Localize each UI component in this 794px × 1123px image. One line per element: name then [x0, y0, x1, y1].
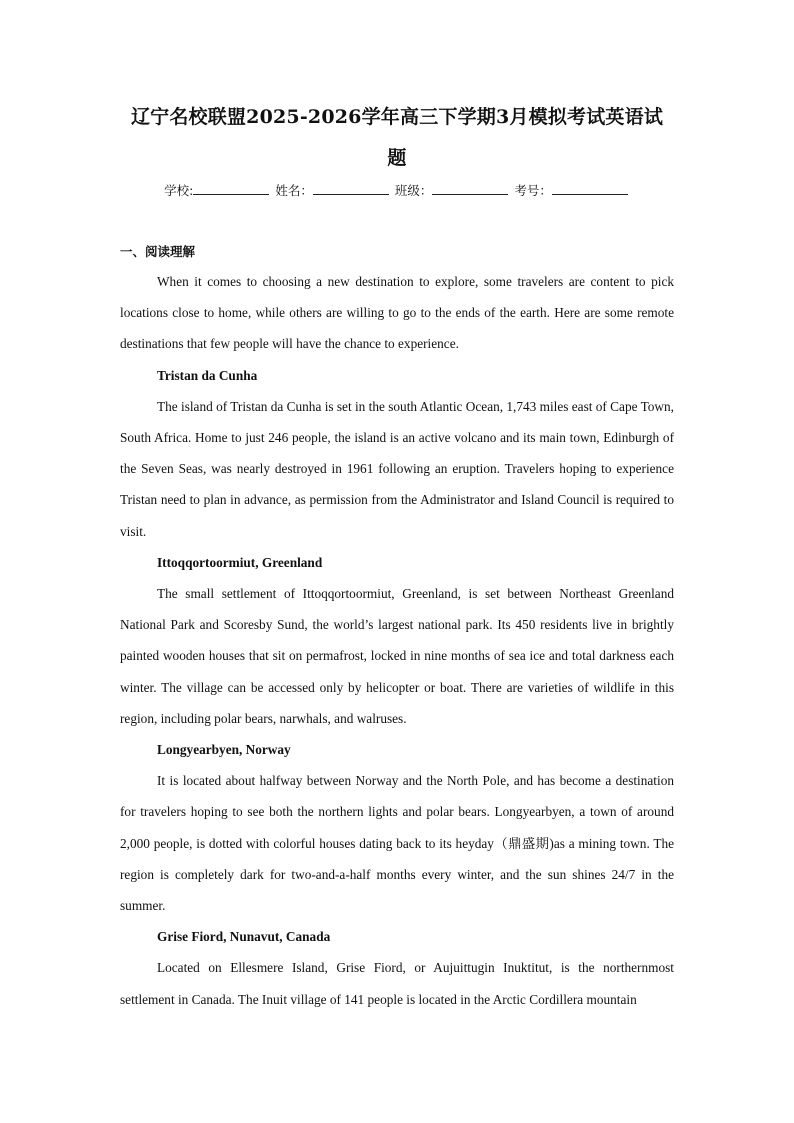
passage-paragraph: The small settlement of Ittoqqortoormiut, Greenland, is set between Northeast Greenland National Park and Scoresby Sund, the world’s largest national park. Its 450 residents live in brightly painted wooden houses that sit on permafrost, locked in nine months of sea ice and total darkness each winter. The village can be accessed only by helicopter or boat. There are varieties of wildlife in this region, including polar bears, narwhals, and walruses.: [120, 586, 674, 726]
class-label: 班级：: [394, 183, 433, 198]
passage-subheading: Longyearbyen, Norway: [157, 742, 291, 758]
id-field: [514, 181, 630, 200]
passage-subheading: Tristan da Cunha: [157, 367, 258, 383]
name-field: [275, 181, 391, 200]
school-blank: [193, 181, 269, 195]
class-blank: [432, 181, 508, 195]
reading-passage: [120, 266, 674, 1015]
school-label: 学校:: [164, 183, 194, 198]
name-blank: [313, 181, 389, 195]
passage-subheading: Grise Fiord, Nunavut, Canada: [157, 929, 331, 945]
passage-paragraph: It is located about halfway between Norway and the North Pole, and has become a destination for travelers hoping to see both the northern lights and polar bears. Longyearbyen, a town of around 2,000 people, is dotted with colorful houses dating back to its heyday（鼎盛期)as a mining town. The region is completely dark for two-and-a-half months every winter, and the sun shines 24/7 in the summer.: [120, 773, 674, 914]
student-info-line: [0, 181, 794, 200]
passage-subheading: Ittoqqortoormiut, Greenland: [157, 554, 323, 570]
section-heading: 一、阅读理解: [120, 244, 196, 259]
exam-title-line-1: 辽宁名校联盟2025-2026学年高三下学期3月模拟考试英语试: [130, 106, 664, 128]
id-blank: [552, 181, 628, 195]
class-field: [395, 181, 511, 200]
passage-paragraph: Located on Ellesmere Island, Grise Fiord, or Aujuittugin Inuktitut, is the northernmost settlement in Canada. The Inuit village of 141 people is located in the Arctic Cordillera mountain: [120, 960, 674, 1007]
id-label: 考号：: [514, 183, 552, 198]
school-field: [164, 181, 271, 200]
exam-title-line-2: 题: [387, 147, 407, 169]
passage-paragraph: The island of Tristan da Cunha is set in the south Atlantic Ocean, 1,743 miles east of Cape Town, South Africa. Home to just 246 people, the island is an active volcano and its main town, Edinburgh of the Seven Seas, was nearly destroyed in 1961 following an eruption. Travelers hoping to experience Tristan need to plan in advance, as permission from the Administrator and Island Council is required to visit.: [120, 398, 674, 539]
passage-paragraph: When it comes to choosing a new destination to explore, some travelers are content to pick locations close to home, while others are willing to go to the ends of the earth. Here are some remote destinations that few people will have the chance to experience.: [120, 274, 674, 352]
name-label: 姓名：: [275, 183, 313, 198]
